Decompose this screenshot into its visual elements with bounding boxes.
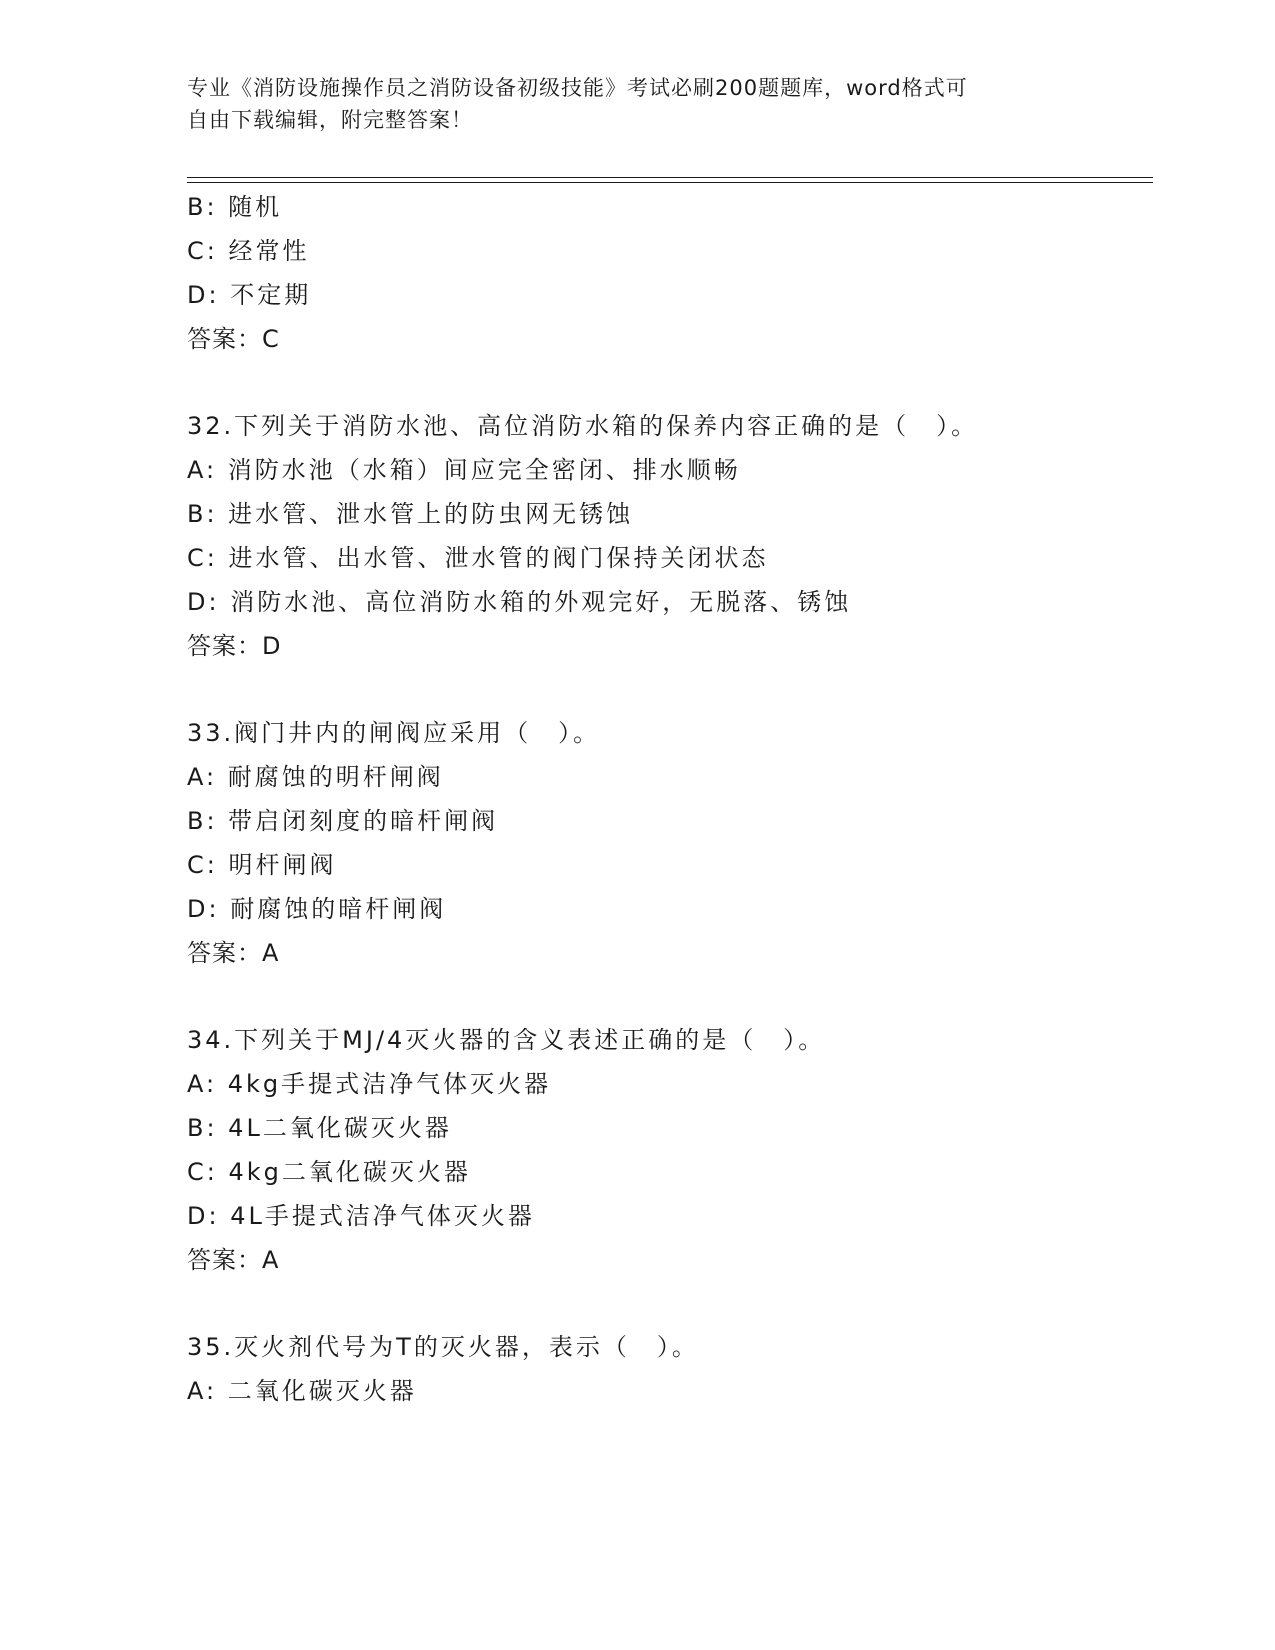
option-d: D: 4L手提式洁净气体灭火器 — [187, 1202, 535, 1230]
header-line-2: 自由下载编辑，附完整答案！ — [187, 108, 473, 132]
option-b: B: 随机 — [187, 193, 283, 221]
option-b: B: 进水管、泄水管上的防虫网无锈蚀 — [187, 500, 634, 528]
option-a: A: 消防水池（水箱）间应完全密闭、排水顺畅 — [187, 456, 741, 484]
answer-line: 答案：A — [187, 1246, 280, 1274]
option-c: C: 4kg二氧化碳灭火器 — [187, 1158, 471, 1186]
question-stem: 32.下列关于消防水池、高位消防水箱的保养内容正确的是（ ）。 — [187, 412, 979, 440]
option-d: D: 耐腐蚀的暗杆闸阀 — [187, 895, 447, 923]
option-b: B: 4L二氧化碳灭火器 — [187, 1114, 452, 1142]
question-stem: 35.灭火剂代号为T的灭火器，表示（ ）。 — [187, 1333, 699, 1361]
answer-line: 答案：D — [187, 632, 282, 660]
header-divider-top — [187, 177, 1153, 178]
option-c: C: 经常性 — [187, 237, 310, 265]
header-line-1: 专业《消防设施操作员之消防设备初级技能》考试必刷200题题库，word格式可 — [187, 76, 968, 100]
document-header — [187, 72, 1067, 136]
answer-line: 答案：A — [187, 939, 280, 967]
option-c: C: 明杆闸阀 — [187, 851, 337, 879]
answer-line: 答案：C — [187, 325, 280, 353]
option-d: D: 消防水池、高位消防水箱的外观完好，无脱落、锈蚀 — [187, 588, 852, 616]
header-divider-bottom — [187, 182, 1153, 183]
option-b: B: 带启闭刻度的暗杆闸阀 — [187, 807, 499, 835]
question-stem: 34.下列关于MJ/4灭火器的含义表述正确的是（ ）。 — [187, 1026, 826, 1054]
option-c: C: 进水管、出水管、泄水管的阀门保持关闭状态 — [187, 544, 769, 572]
option-d: D: 不定期 — [187, 281, 312, 309]
option-a: A: 耐腐蚀的明杆闸阀 — [187, 763, 444, 791]
option-a: A: 4kg手提式洁净气体灭火器 — [187, 1070, 552, 1098]
question-stem: 33.阀门井内的闸阀应采用（ ）。 — [187, 719, 601, 747]
option-a: A: 二氧化碳灭火器 — [187, 1377, 417, 1405]
